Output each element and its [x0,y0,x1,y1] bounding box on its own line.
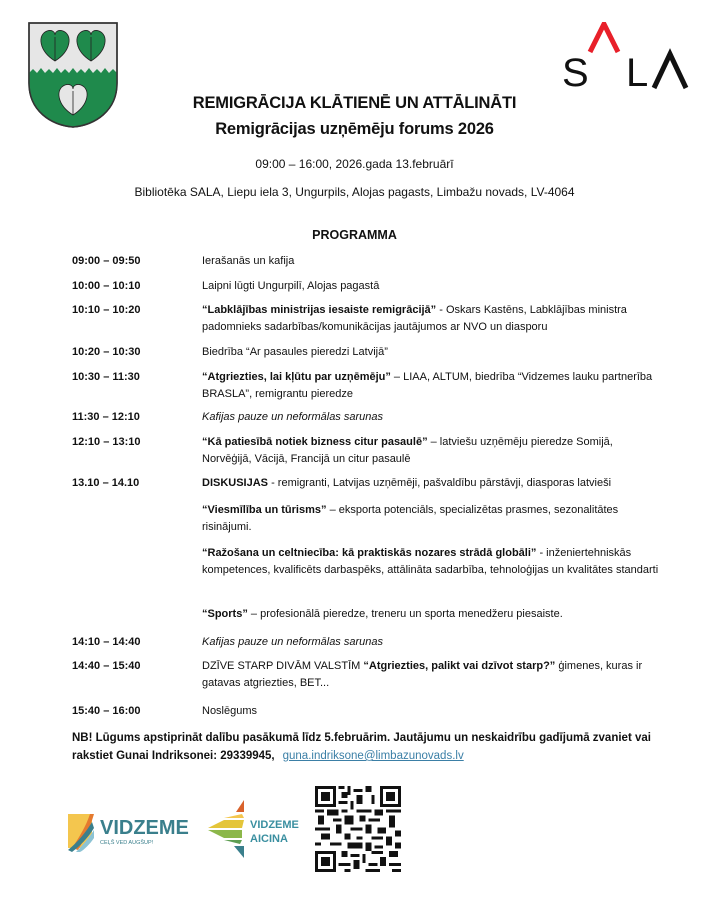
sala-logo-icon [560,22,692,90]
program-time: 13.10 – 14.10 [72,477,140,489]
program-time: 14:40 – 15:40 [72,660,141,672]
discussion-topic [202,502,662,535]
title-line-2: Remigrācijas uzņēmēju forums 2026 [215,120,494,138]
program-row [72,634,662,651]
program-row [72,253,662,270]
session-title: “Atgriezties, lai kļūtu par uzņēmēju” [202,371,391,383]
qr-code-icon[interactable] [314,786,402,872]
program-text: Kafijas pauze un neformālas sarunas [202,411,383,423]
session-desc: – LIAA, ALTUM, biedrība “Vidzemes lauku partnerība BRASLA”, remigrantu pieredze [202,371,653,400]
notice-text: NB! Lūgums apstiprināt dalību pasākumā līdz 5.februārim. Jautājumu un neskaidrību gadījumā zvaniet vai rakstiet Gunai Indriksonei: 29339945, [72,732,651,762]
program-text [202,475,662,492]
program-row [72,344,662,361]
svg-text:S: S [562,51,589,90]
topic-desc: – eksporta potenciāls, specializētas prasmes, sezonalitātes risinājumi. [202,504,619,533]
program-heading: PROGRAMMA [312,228,397,242]
program-time: 11:30 – 12:10 [72,411,140,423]
topic-desc: – profesionālā pieredze, treneru un sporta menedžeru piesaiste. [247,608,563,620]
program-row [72,302,662,335]
vidzeme-logo-text: VIDZEME [100,817,189,839]
program-time: 10:30 – 11:30 [72,371,140,383]
program-time: 15:40 – 16:00 [72,705,141,717]
event-location: Bibliotēka SALA, Liepu iela 3, Ungurpils, Alojas pagasts, Limbažu novads, LV-4064 [134,185,575,199]
discussion-topic [202,606,662,623]
session-title: “Kā patiesībā notiek bizness citur pasaulē” [202,436,428,448]
program-row [72,475,662,492]
svg-text:L: L [626,51,649,90]
program-time: 09:00 – 09:50 [72,255,141,267]
program-text [202,369,662,402]
session-desc: – latviešu uzņēmēju pieredze Somijā, Norvēģijā, Vācijā, Francijā un citur pasaulē [202,436,613,465]
title-line-1: REMIGRĀCIJA KLĀTIENĒ UN ATTĀLINĀTI [192,94,517,112]
vidzeme-logo-icon [66,808,191,852]
svg-text:VIDZEME: VIDZEME [250,819,299,831]
program-row [72,434,662,467]
program-text: Ierašanās un kafija [202,255,295,267]
program-text: Kafijas pauze un neformālas sarunas [202,636,383,648]
session-desc: - remigranti, Latvijas uzņēmēji, pašvaldību pārstāvji, diasporas latvieši [268,477,612,489]
program-text: Laipni lūgti Ungurpilī, Alojas pagastā [202,280,380,292]
session-title: “Labklājības ministrijas iesaiste remigrācijā” [202,304,437,316]
program-row [72,703,662,720]
event-datetime: 09:00 – 16:00, 2026.gada 13.februārī [255,157,454,171]
registration-notice [72,729,672,765]
program-time: 14:10 – 14:40 [72,636,141,648]
program-text: Biedrība “Ar pasaules pieredzi Latvijā” [202,346,388,358]
program-text [202,302,662,335]
session-title: “Atgriezties, palikt vai dzīvot starp?” [363,660,556,672]
topic-desc: - inženiertehniskās kompetences, kvalificēts darbaspēks, attālināta sadarbība, tehnoloģijas un kvalitātes standarti [202,547,659,576]
session-title: DISKUSIJAS [202,477,269,489]
program-row [72,409,662,426]
topic-title: “Sports” [202,608,248,620]
vidzeme-aicina-logo-icon [206,798,306,860]
program-time: 10:00 – 10:10 [72,280,141,292]
discussion-topic [202,545,662,578]
program-time: 10:10 – 10:20 [72,304,141,316]
program-text: Noslēgums [202,705,258,717]
svg-text:CEĻŠ VED AUGŠUP!: CEĻŠ VED AUGŠUP! [100,840,154,846]
topic-title: “Ražošana un celtniecība: kā praktiskās nozares strādā globāli” [202,547,537,559]
program-text [202,658,662,691]
program-row [72,369,662,402]
program-text [202,434,662,467]
topic-title: “Viesmīlība un tūrisms” [202,504,327,516]
contact-email-link[interactable]: guna.indriksone@limbazunovads.lv [282,750,464,762]
program-time: 12:10 – 13:10 [72,436,141,448]
program-row [72,658,662,691]
session-prefix: DZĪVE STARP DIVĀM VALSTĪM [202,660,364,672]
svg-text:AICINA: AICINA [250,833,288,845]
session-desc: - Oskars Kastēns, Labklājības ministra padomnieks sadarbības/komunikācijas jautājumos ar NVO un diasporu [202,304,627,333]
program-time: 10:20 – 10:30 [72,346,141,358]
session-desc: ģimenes, kuras ir gatavas atgriezties, BET... [202,660,643,689]
program-row [72,278,662,295]
